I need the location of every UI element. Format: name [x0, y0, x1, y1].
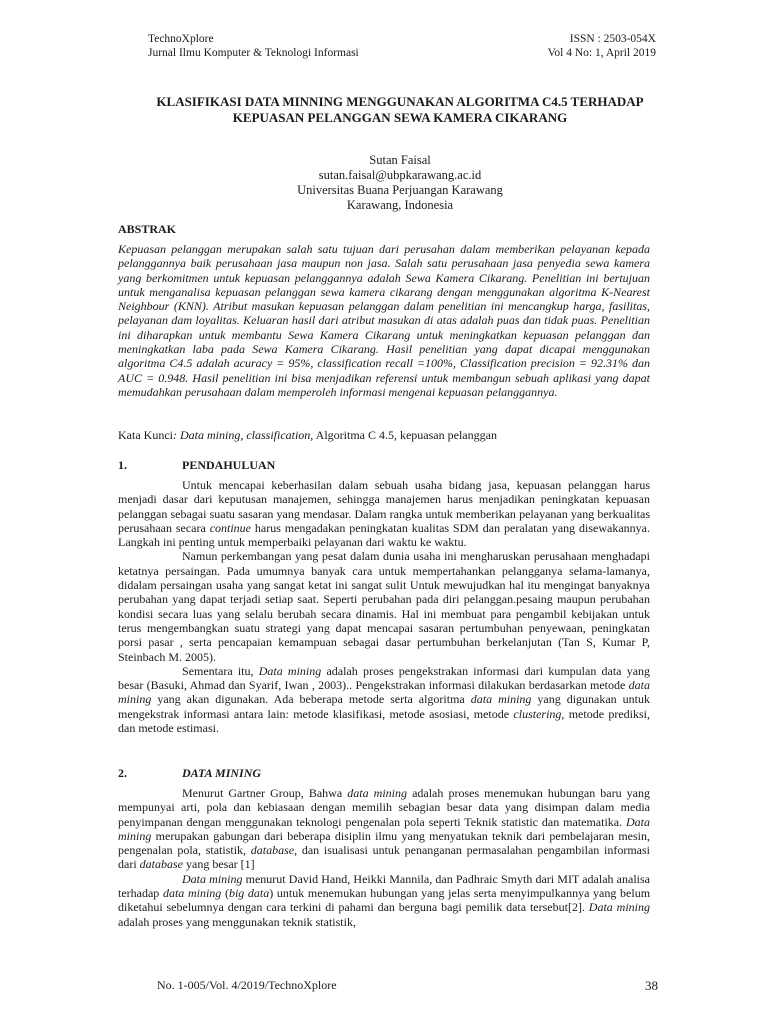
paragraph: Sementara itu, Data mining adalah proses pengekstrakan informasi dari kumpulan data yang besar (Basuki, Ahmad dan Syarif, Iwan , 2003).. Pengekstrakan informasi dilakukan berdasarkan metode data mining yang akan digunakan. Ada beberapa metode serta algoritma data mining yang digunakan untuk mengekstrak informasi antara lain: metode klasifikasi, metode asosiasi, metode clustering, metode prediksi, dan metode estimasi. [118, 663, 651, 736]
author-location: Karawang, Indonesia [346, 198, 454, 212]
section-1-body [118, 478, 650, 735]
keywords-label: Kata Kunci [118, 428, 173, 442]
journal-header-right [548, 32, 656, 60]
abstract-heading: ABSTRAK [118, 222, 177, 236]
paragraph: Data mining menurut David Hand, Heikki Mannila, dan Padhraic Smyth dari MIT adalah analisa terhadap data mining (big data) untuk menemukan hubungan yang jelas serta menyimpulkannya yang belum diketahui sebelumnya dengan cara terkini di pahami dan berguna bagi pemilik data tersebut[2]. Data mining adalah proses yang menggunakan teknik statistik, [118, 871, 651, 929]
keywords-rest: Algoritma C 4.5, kepuasan pelanggan [313, 428, 497, 442]
journal-full-name: Jurnal Ilmu Komputer & Teknologi Informasi [148, 47, 359, 59]
section-title: PENDAHULUAN [182, 458, 276, 472]
abstract-text: Kepuasan pelanggan merupakan salah satu tujuan dari perusahan dalam memberikan pelayanan kepada pelanggannya baik perusahaan jasa maupun non jasa. Salah satu perusahaan jasa penyedia sewa kamera yang berkomitmen untuk kepuasan pelanggannya adalah Sewa Kamera Cikarang. Penelitian ini bertujuan untuk menganalisa kepuasan pelanggan sewa kamera cikarang dengan menggunakan algoritma K-Nearest Neighbour (KNN). Atribut masukan kepuasan pelanggan dalam penelitian ini mencangkup harga, fasilitas, pelayanan dam loyalitas. Keluaran hasil dari atribut masukan di atas adalah puas dan tidak puas. Penelitian ini diharapkan untuk membantu Sewa Kamera Cikarang untuk meningkatkan kepuasan pelanggan dan meningkatkan laba pada Sewa Kamera Cikarang. Hasil penelitian yang dapat dicapai menggunakan algoritma C4.5 adalah acuracy = 95%, classification recall =100%, Classification precision = 92.31% dan AUC = 0.948. Hasil penelitian ini bisa menjadikan referensi untuk membangun sebuah aplikasi yang dapat memudahkan perusahaan dalam memperoleh informasi mengenai kepuasan pelanggannya. [118, 242, 650, 399]
paragraph: Menurut Gartner Group, Bahwa data mining adalah proses menemukan hubungan baru yang mempunyai arti, pola dan kebiasaan dengan memilih sebagian besar data yang disimpan dalam media penyimpanan dengan menggunakan teknologi pengenalan pola seperti Teknik statistic dan matematika. Data mining merupakan gabungan dari beberapa disiplin ilmu yang menyatukan teknik dari pembelajaran mesin, pengenalan pola, statistik, database, dan isualisasi untuk penanganan permasalahan pengambilan informasi dari database yang besar [1] [118, 786, 651, 872]
paragraph: Namun perkembangan yang pesat dalam dunia usaha ini mengharuskan perusahaan menghadapi ketatnya persaingan. Pada umumnya banyak cara untuk mempertahankan pelangganya selama-lamanya, didalam persaingan usaha yang sangat ketat ini sangat sulit Untuk mewujudkan hal itu mengingat banyaknya perubahan yang dapat terjadi setiap saat. Seperti perubahan pada diri pelanggan.pesaing maupun perubahan kondisi secara luas yang selalu berubah secara dinamis. Hal ini membuat para pengambil kebijakan untuk terus mengembangkan suatu strategi yang dapat mencapai sasaran pertumbuhan penyewaan, peningkatan porsi pasar , serta pencapaian kemampuan sebagai dasar pertumbuhan berkelanjutan (Tan S, Kumar P, Steinbach M. 2005). [118, 549, 650, 664]
footer-citation: No. 1-005/Vol. 4/2019/TechnoXplore [157, 978, 337, 992]
author-name: Sutan Faisal [369, 153, 431, 167]
section-2-body [118, 786, 650, 929]
issn: ISSN : 2503-054X [569, 33, 656, 45]
section-heading-2 [118, 766, 650, 780]
volume-info: Vol 4 No: 1, April 2019 [547, 47, 656, 59]
paragraph: Untuk mencapai keberhasilan dalam sebuah usaha bidang jasa, kepuasan pelanggan harus menjadi dasar dari keputusan manajemen, sehingga manajemen harus menjadikan peningkatan kepuasan pelanggan sebagai suatu sasaran yang mendasar. Dalam rangka untuk memberikan pelayanan yang berkualitas perusahaan secara continue harus mengadakan peningkatan kualitas SDM dan peralatan yang disewakannya. Langkah ini penting untuk memperbaiki pelayanan dari waktu ke waktu. [118, 478, 650, 550]
author-email: sutan.faisal@ubpkarawang.ac.id [318, 168, 482, 182]
section-title: DATA MINING [182, 766, 262, 780]
keywords [118, 428, 650, 442]
journal-short-name: TechnoXplore [148, 33, 214, 45]
page-number: 38 [645, 978, 658, 993]
section-number: 2. [118, 766, 127, 780]
keywords-italic: : Data mining, classification, [172, 428, 314, 442]
journal-header-left [148, 32, 359, 60]
section-number: 1. [118, 458, 127, 472]
author-affiliation: Universitas Buana Perjuangan Karawang [297, 183, 503, 197]
author-block [150, 153, 650, 213]
paper-title: KLASIFIKASI DATA MINNING MENGGUNAKAN ALGORITMA C4.5 TERHADAP KEPUASAN PELANGGAN SEWA KAMERA CIKARANG [156, 94, 644, 125]
section-heading-1 [118, 458, 650, 472]
